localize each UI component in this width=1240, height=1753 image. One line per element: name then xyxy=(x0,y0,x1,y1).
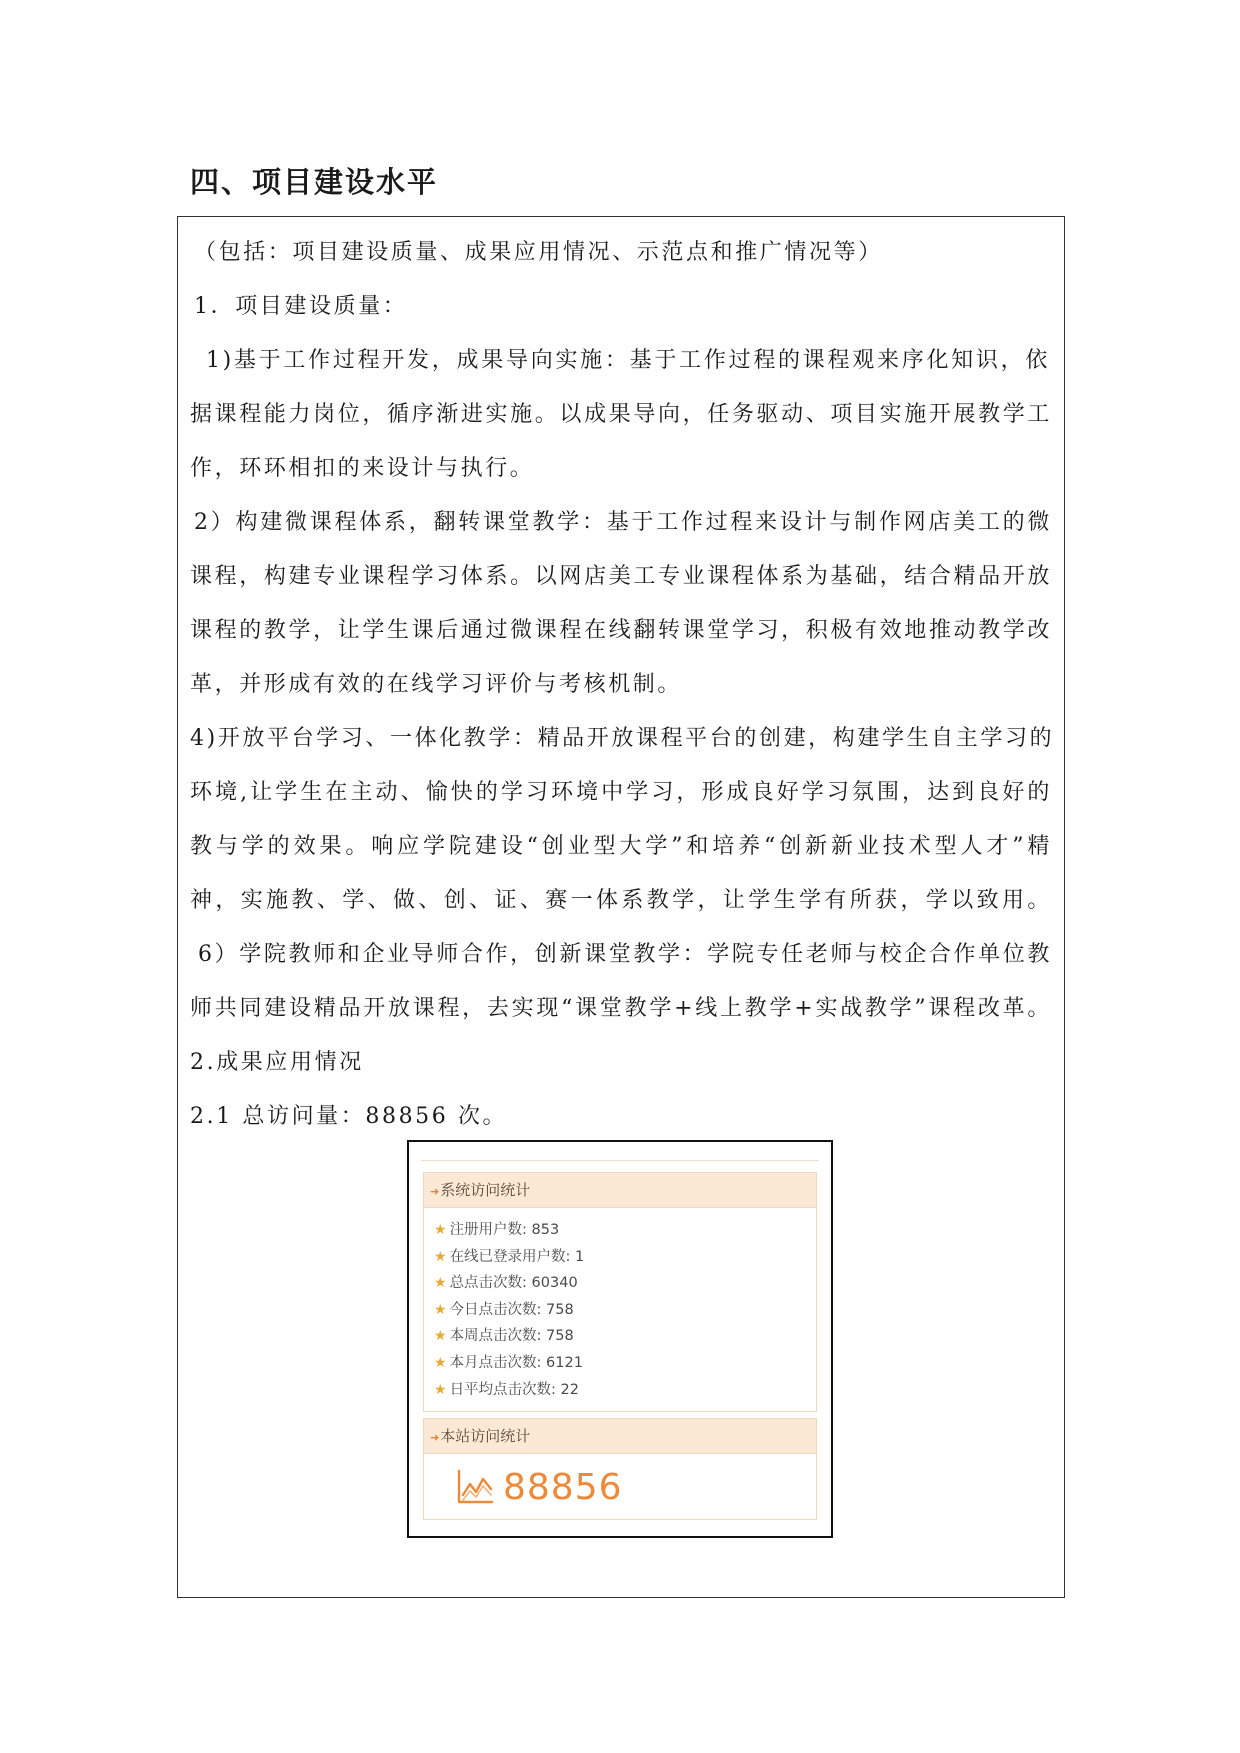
system-stats-header xyxy=(424,1173,816,1208)
stat-text: 日平均点击次数: 22 xyxy=(449,1381,580,1398)
paragraph-line: 教与学的效果。响应学院建设“创业型大学”和培养“创新新业技术型人才”精 xyxy=(190,834,1052,859)
paragraph-line: 课程的教学，让学生课后通过微课程在线翻转课堂学习，积极有效地推动教学改 xyxy=(190,618,1052,643)
stat-text: 注册用户数: 853 xyxy=(449,1222,560,1238)
stat-text: 本周点击次数: 758 xyxy=(449,1328,574,1345)
paragraph-line: 环境,让学生在主动、愉快的学习环境中学习，形成良好学习氛围，达到良好的 xyxy=(190,780,1052,805)
paragraph-line: 4)开放平台学习、一体化教学：精品开放课程平台的创建，构建学生自主学习的 xyxy=(190,726,1055,751)
heading-achievement-application: 2.成果应用情况 xyxy=(190,1050,364,1075)
paragraph-line: 师共同建设精品开放课程，去实现“课堂教学+线上教学+实战教学”课程改革。 xyxy=(190,996,1052,1021)
paragraph-line: 神，实施教、学、做、创、证、赛一体系教学，让学生学有所获，学以致用。 xyxy=(190,888,1052,913)
list-item xyxy=(434,1270,816,1297)
scope-note: （包括：项目建设质量、成果应用情况、示范点和推广情况等） xyxy=(194,240,883,265)
visit-count-value: 88856 xyxy=(503,1466,623,1508)
system-stats-panel xyxy=(423,1172,817,1412)
arrow-icon: ➜ xyxy=(430,1431,440,1444)
star-icon: ★ xyxy=(434,1275,447,1292)
paragraph-line: 6）学院教师和企业导师合作，创新课堂教学：学院专任老师与校企合作单位教 xyxy=(198,942,1052,967)
star-icon: ★ xyxy=(434,1248,447,1265)
system-stats-list xyxy=(424,1208,816,1403)
list-item xyxy=(434,1297,816,1324)
section-title: 四、项目建设水平 xyxy=(190,165,439,199)
paragraph-line: 据课程能力岗位，循序渐进实施。以成果导向，任务驱动、项目实施开展教学工 xyxy=(190,402,1052,427)
list-item xyxy=(434,1377,816,1404)
paragraph-line: 作，环环相扣的来设计与执行。 xyxy=(190,456,535,481)
site-stats-panel xyxy=(423,1418,817,1520)
stat-text: 在线已登录用户数: 1 xyxy=(449,1248,585,1265)
star-icon: ★ xyxy=(434,1328,447,1345)
paragraph-line: 1)基于工作过程开发，成果导向实施：基于工作过程的课程观来序化知识，依 xyxy=(206,348,1050,373)
stat-text: 今日点击次数: 758 xyxy=(449,1301,574,1318)
visit-stats-screenshot xyxy=(407,1140,833,1538)
paragraph-line: 课程，构建专业课程学习体系。以网店美工专业课程体系为基础，结合精品开放 xyxy=(190,564,1052,589)
divider xyxy=(421,1160,819,1161)
stat-text: 总点击次数: 60340 xyxy=(449,1275,578,1292)
total-visits-line: 2.1 总访问量：88856 次。 xyxy=(190,1104,508,1129)
list-item xyxy=(434,1323,816,1350)
arrow-icon: ➜ xyxy=(430,1185,440,1198)
list-item xyxy=(434,1350,816,1377)
star-icon: ★ xyxy=(434,1354,447,1371)
stat-text: 本月点击次数: 6121 xyxy=(449,1354,583,1371)
site-visit-count xyxy=(424,1454,816,1520)
system-stats-title: 系统访问统计 xyxy=(440,1181,531,1199)
star-icon: ★ xyxy=(434,1222,447,1238)
site-stats-title: 本站访问统计 xyxy=(440,1427,531,1445)
line-chart-icon xyxy=(456,1469,494,1505)
heading-construction-quality: 1．项目建设质量： xyxy=(194,294,408,319)
star-icon: ★ xyxy=(434,1301,447,1318)
content-box xyxy=(177,216,1065,1598)
list-item xyxy=(434,1244,816,1271)
site-stats-header xyxy=(424,1419,816,1454)
paragraph-line: 革，并形成有效的在线学习评价与考核机制。 xyxy=(190,672,683,697)
star-icon: ★ xyxy=(434,1381,447,1398)
paragraph-line: 2）构建微课程体系，翻转课堂教学：基于工作过程来设计与制作网店美工的微 xyxy=(194,510,1052,535)
list-item xyxy=(434,1217,816,1244)
